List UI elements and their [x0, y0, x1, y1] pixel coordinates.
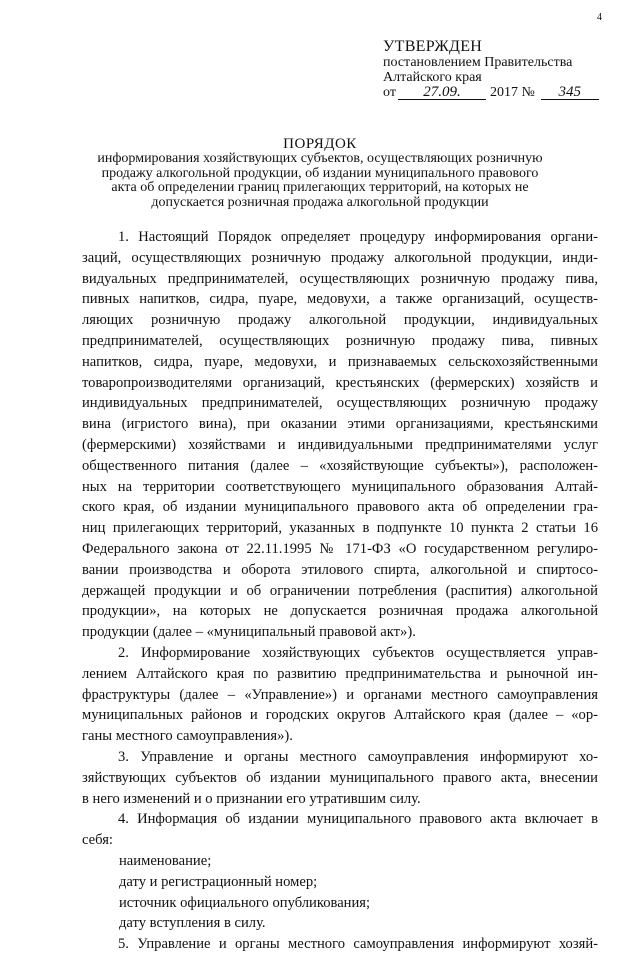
title-line: допускается розничная продажа алкогольной продукции	[151, 194, 489, 210]
text-line: предпринимателей, осуществляющих розничную продажу пива, пивных	[82, 332, 598, 349]
text-line: товаропроизводителями организаций, крестьянских (фермерских) хозяйств и	[82, 374, 598, 391]
list-item: дату и регистрационный номер;	[119, 873, 318, 890]
document-title	[70, 136, 570, 210]
text-line: ниц прилегающих территорий, указанных в подпункте 10 пункта 2 статьи 16	[82, 520, 598, 537]
text-line: муниципальных районов и городских округов Алтайского края (далее – «ор-	[82, 707, 598, 724]
text-line: себя:	[82, 832, 113, 849]
year-label: 2017 №	[489, 85, 535, 100]
approval-number: 345	[541, 85, 599, 100]
text-line: в него изменений и о признании его утратившим силу.	[82, 790, 421, 807]
text-line: 1. Настоящий Порядок определяет процедуру информирования органи-	[118, 229, 598, 245]
list-item: наименование;	[119, 852, 212, 869]
text-line: лением Алтайского края по развитию предпринимательства и рыночной ин-	[82, 665, 598, 682]
text-line: продукции (далее – «муниципальный правовой акт»).	[82, 624, 416, 641]
text-line: ганы местного самоуправления»).	[82, 728, 293, 745]
text-line: индивидуальных предпринимателей, осуществляющих розничную продажу	[82, 395, 598, 412]
title-line: акта об определении границ прилегающих территорий, на которых не	[111, 180, 529, 195]
text-line: заций, осуществляющих розничную продажу алкогольной продукции, инди-	[82, 249, 598, 266]
approval-line: Алтайского края	[383, 70, 482, 85]
text-line: 5. Управление и органы местного самоуправления информируют хозяй-	[118, 936, 598, 953]
approval-date: 27.09.	[398, 85, 486, 100]
approval-line: постановлением Правительства	[383, 55, 573, 70]
text-line: общественного питания (далее – «хозяйствующие субъекты»), расположен-	[82, 457, 598, 474]
text-line: (фермерскими) хозяйствами и индивидуальными предпринимателями услуг	[82, 436, 598, 453]
text-line: зяйствующих субъектов об издании муниципального правого акта, внесении	[82, 769, 598, 786]
title-line: информирования хозяйствующих субъектов, осуществляющих розничную	[97, 151, 543, 166]
text-line: вина (игристого вина), при оказании этими организациями, крестьянскими	[82, 416, 598, 433]
title-line: продажу алкогольной продукции, об издании муниципального правового	[101, 165, 539, 181]
text-line: фраструктуры (далее – «Управление») и органами местного самоуправления	[82, 686, 598, 703]
text-line: 3. Управление и органы местного самоуправления информируют хо-	[118, 748, 598, 765]
from-label: от	[383, 85, 396, 100]
title-heading: ПОРЯДОК	[283, 136, 357, 152]
page-number: 4	[597, 12, 602, 23]
text-line: 2. Информирование хозяйствующих субъектов осуществляется управ-	[118, 644, 598, 661]
document-body	[82, 227, 598, 955]
text-line: видуальных предпринимателей, осуществляющих розничную продажу пива,	[82, 270, 598, 287]
text-line: ных на территории соответствующего муниципального образования Алтай-	[82, 478, 598, 495]
approval-stamp	[383, 38, 599, 100]
approval-date-line	[383, 85, 599, 100]
text-line: напитков, сидра, пуаре, медовухи, и признаваемых сельскохозяйственными	[82, 353, 598, 370]
text-line: продукции», на которых не допускается розничная продажа алкогольной	[82, 603, 598, 620]
list-item: источник официального опубликования;	[119, 894, 371, 911]
text-line: вании производства и оборота этилового спирта, алкогольной и спиртосо-	[82, 561, 598, 578]
text-line: держащей продукции и об ограничении потребления (распития) алкогольной	[82, 582, 598, 599]
text-line: ляющих розничную продажу алкогольной продукции, индивидуальных	[82, 312, 598, 329]
list-item: дату вступления в силу.	[119, 915, 266, 932]
approved-heading: УТВЕРЖДЕН	[383, 38, 483, 55]
text-line: пивных напитков, сидра, пуаре, медовухи, а также организаций, осуществ-	[82, 291, 598, 308]
text-line: ского края, об издании муниципального правового акта об определении гра-	[82, 499, 598, 516]
text-line: 4. Информация об издании муниципального правового акта включает в	[118, 811, 598, 828]
text-line: Федерального закона от 22.11.1995 № 171-ФЗ «О государственном регулиро-	[82, 540, 598, 557]
